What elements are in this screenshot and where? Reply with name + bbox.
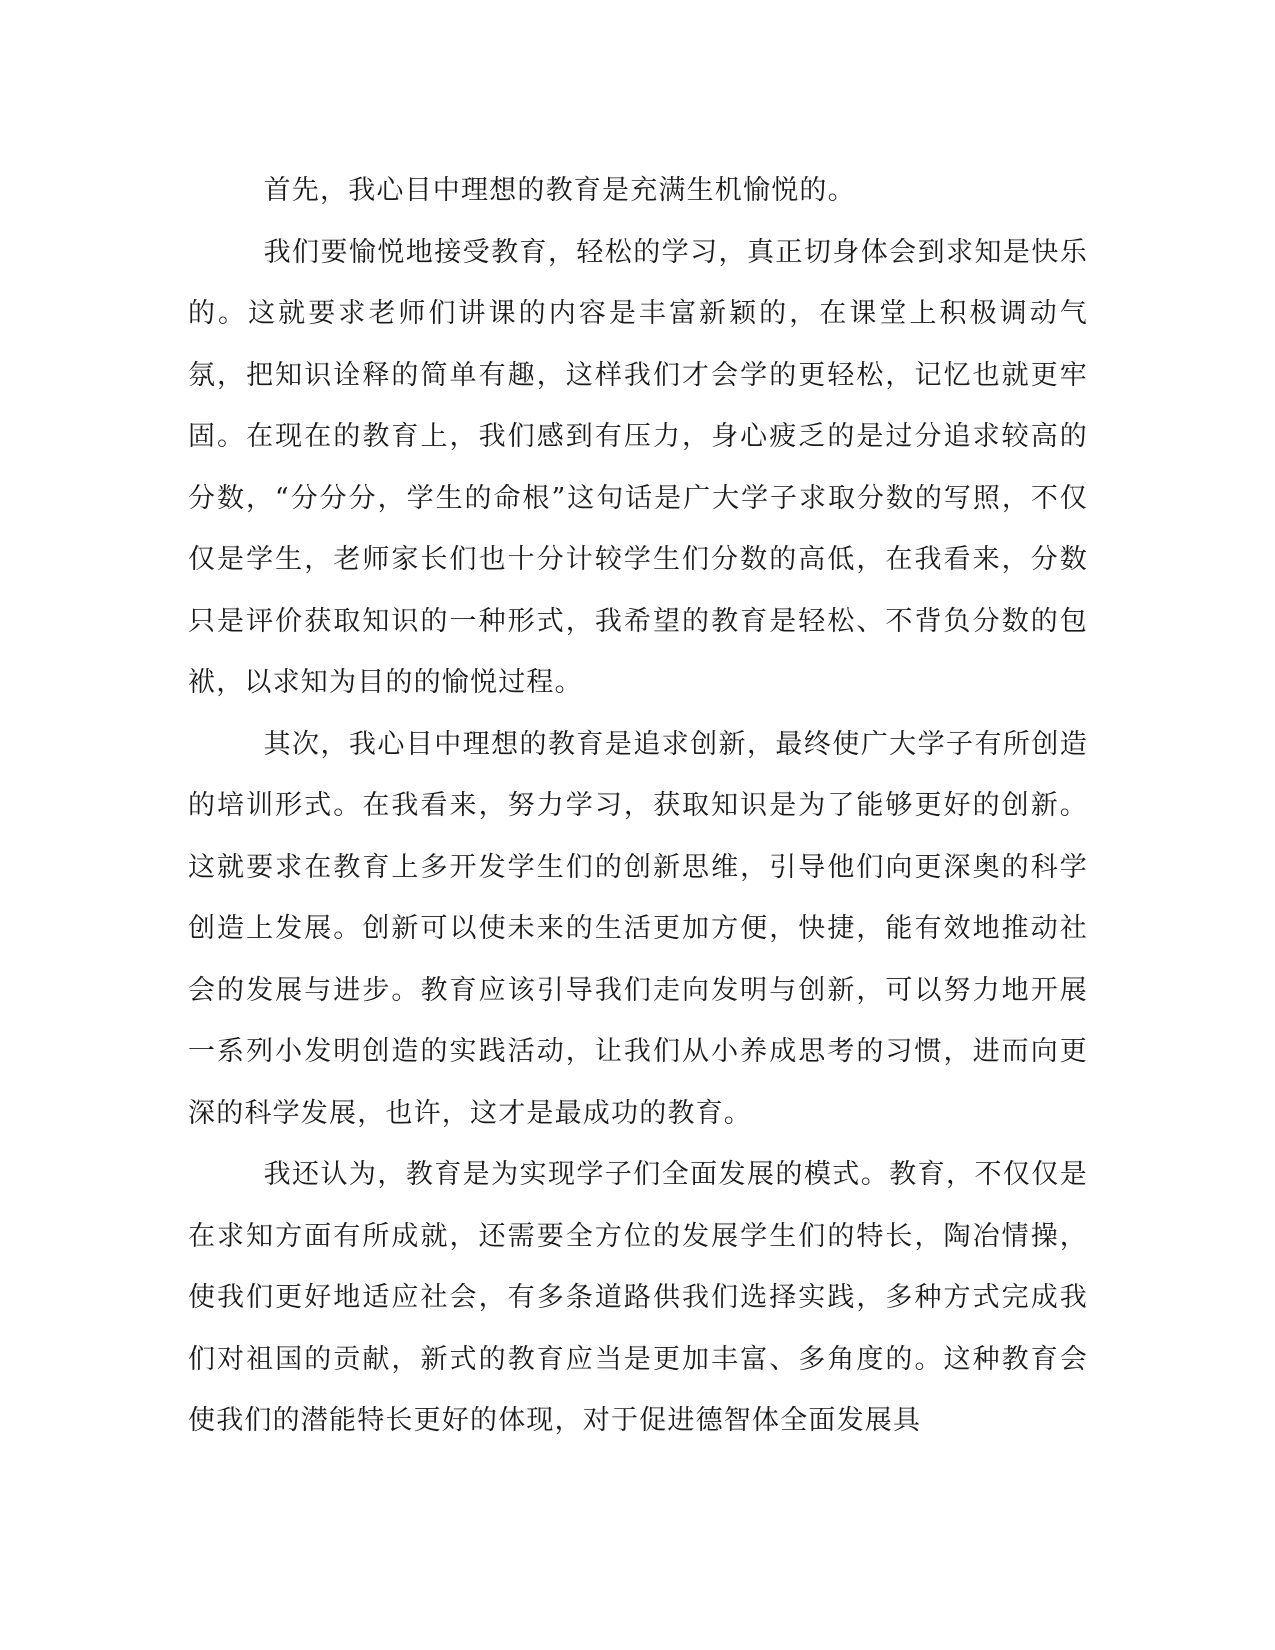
paragraph-3: 其次，我心目中理想的教育是追求创新，最终使广大学子有所创造的培训形式。在我看来，努力学习，获取知识是为了能够更好的创新。这就要求在教育上多开发学生们的创新思维，引导他们向更深奥的科学创造上发展。创新可以使未来的生活更加方便，快捷，能有效地推动社会的发展与进步。教育应该引导我们走向发明与创新，可以努力地开展一系列小发明创造的实践活动，让我们从小养成思考的习惯，进而向更深的科学发展，也许，这才是最成功的教育。	[188, 728, 1088, 1129]
paragraph-2: 我们要愉悦地接受教育，轻松的学习，真正切身体会到求知是快乐的。这就要求老师们讲课的内容是丰富新颖的，在课堂上积极调动气氛，把知识诠释的简单有趣，这样我们才会学的更轻松，记忆也就更牢固。在现在的教育上，我们感到有压力，身心疲乏的是过分追求较高的分数，“分分分，学生的命根”这句话是广大学子求取分数的写照，不仅仅是学生，老师家长们也十分计较学生们分数的高低，在我看来，分数只是评价获取知识的一种形式，我希望的教育是轻松、不背负分数的包袱，以求知为目的的愉悦过程。	[188, 236, 1088, 698]
paragraph-1: 首先，我心目中理想的教育是充满生机愉悦的。	[263, 175, 856, 206]
paragraph-4: 我还认为，教育是为实现学子们全面发展的模式。教育，不仅仅是在求知方面有所成就，还需要全方位的发展学生们的特长，陶冶情操，使我们更好地适应社会，有多条道路供我们选择实践，多种方式完成我们对祖国的贡献，新式的教育应当是更加丰富、多角度的。这种教育会使我们的潜能特长更好的体现，对于促进德智体全面发展具	[188, 1159, 1088, 1436]
document-body	[188, 160, 1088, 1452]
